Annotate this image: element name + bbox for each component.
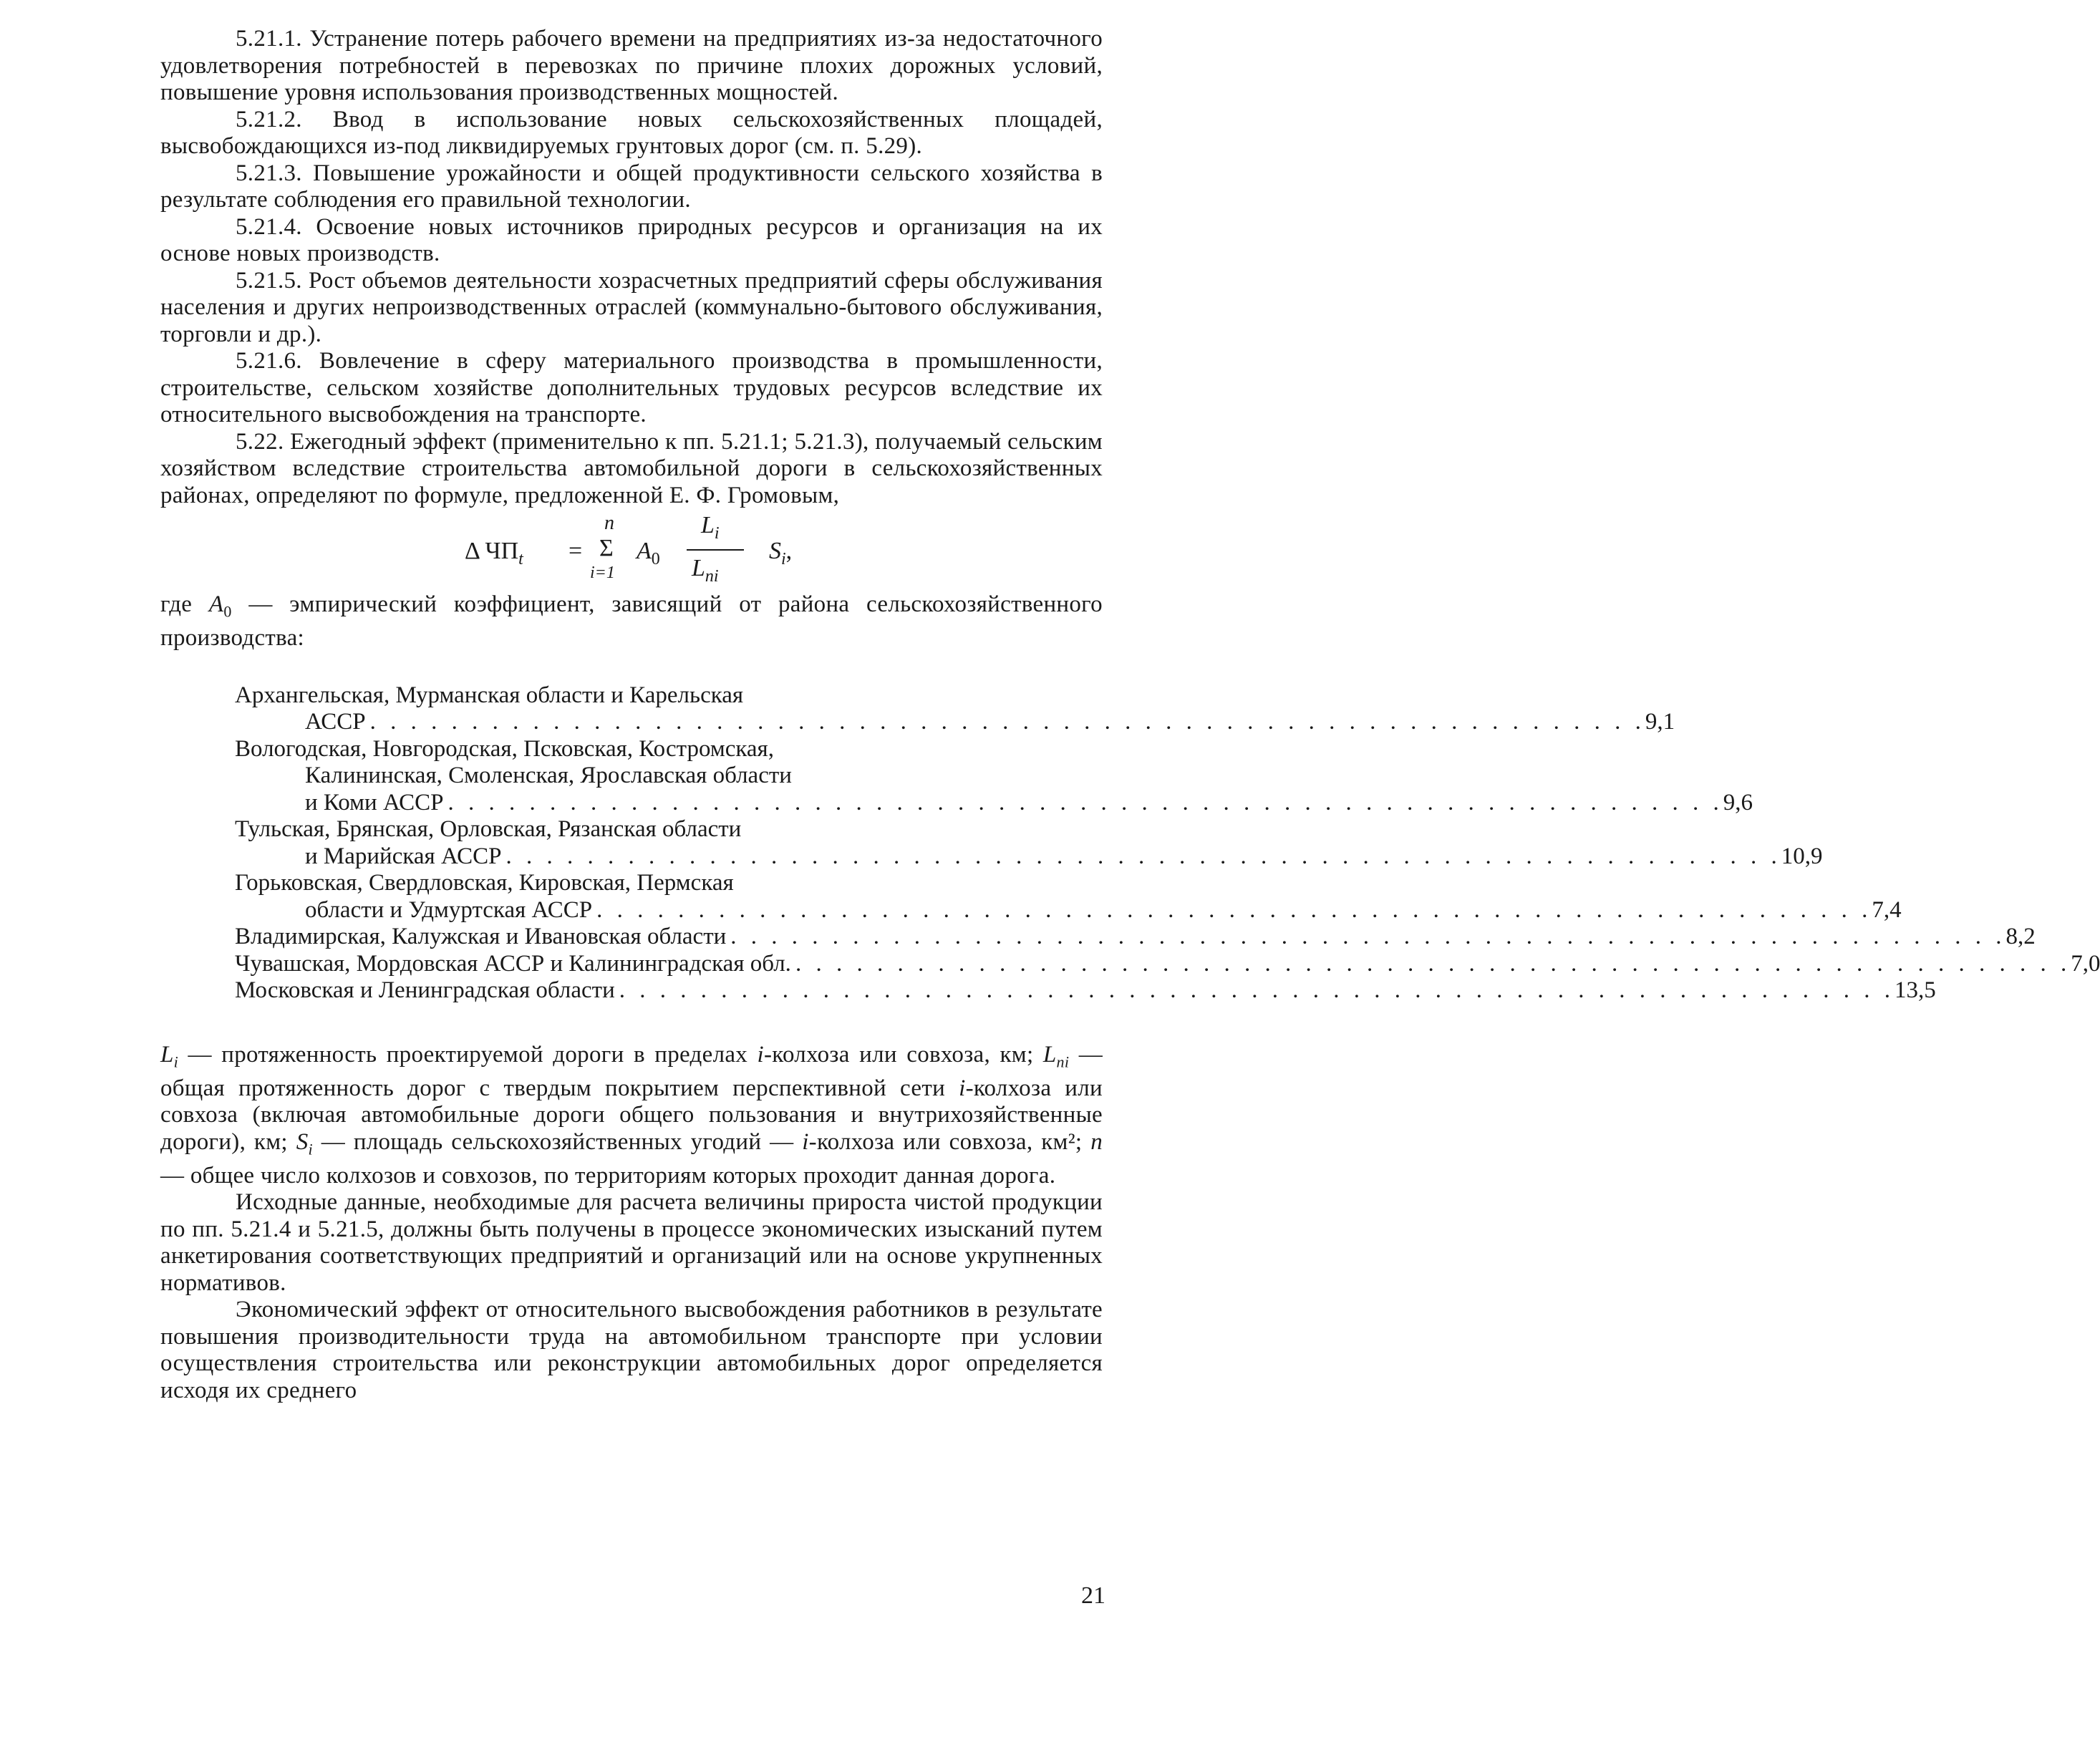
def-lni-sub: ni bbox=[1056, 1053, 1070, 1071]
def-text: — общее число колхозов и совхозов, по территориям которых проходит данная дорога. bbox=[160, 1162, 1056, 1189]
definitions-paragraph bbox=[160, 1042, 1103, 1190]
formula-s: S bbox=[769, 538, 781, 564]
coefficient-region-line: Вологодская, Новгородская, Псковская, Костромская, bbox=[235, 735, 774, 762]
formula bbox=[160, 509, 1103, 591]
coefficient-region-last: Чувашская, Мордовская АССР и Калининградская обл. bbox=[235, 950, 791, 977]
coefficient-value: 8,2 bbox=[2005, 924, 2036, 950]
coefficient-value: 7,4 bbox=[1872, 896, 1902, 923]
coefficient-region-last: Московская и Ленинградская области bbox=[235, 977, 615, 1004]
coefficient-value: 10,9 bbox=[1781, 843, 1823, 869]
coefficient-region-line: Архангельская, Мурманская области и Карельская bbox=[235, 682, 744, 708]
coefficient-region-line: Калининская, Смоленская, Ярославская области bbox=[305, 763, 792, 789]
def-text: — площадь сельскохозяйственных угодий — bbox=[312, 1128, 803, 1155]
coefficient-value: 9,6 bbox=[1723, 789, 1753, 816]
paragraph-5-22: 5.22. Ежегодный эффект (применительно к пп. 5.21.1; 5.21.3), получаемый сельским хозяйством вследствие строительства автомобильной дороги в сельскохозяйственных районах, определяют по формуле, предложенной Е. Ф. Громовым, bbox=[160, 428, 1103, 508]
def-text: — общая протяженность дорог с твердым покрытием перспективной сети bbox=[160, 1041, 1103, 1101]
coefficient-value: 9,1 bbox=[1645, 709, 1675, 735]
page-number: 21 bbox=[1081, 1582, 1105, 1609]
leader-dots bbox=[730, 924, 2005, 951]
paragraph-economic-effect: Экономический эффект от относительного высвобождения работников в результате повышения производительности труда на автомобильном транспорте при условии осуществления строительства или реконструкции автомобильных дорог определяется исходя их среднего bbox=[160, 1297, 1103, 1403]
coefficient-row bbox=[235, 950, 2100, 978]
leader-dots bbox=[370, 709, 1645, 736]
def-text: -колхоза или совхоза, км; bbox=[764, 1041, 1043, 1068]
coefficient-row bbox=[235, 816, 1823, 870]
formula-sum-bottom: i=1 bbox=[590, 563, 615, 582]
formula-a0: A bbox=[637, 538, 652, 564]
def-i: i bbox=[802, 1128, 809, 1155]
def-text: — протяженность проектируемой дороги в пределах bbox=[178, 1041, 758, 1068]
formula-comma: , bbox=[785, 538, 793, 564]
where-paragraph bbox=[160, 591, 1103, 652]
coefficient-region-last: области и Удмуртская АССР bbox=[305, 896, 593, 923]
paragraph-5-21-2: 5.21.2. Ввод в использование новых сельскохозяйственных площадей, высвобождающихся из-под ликвидируемых грунтовых дорог (см. п. 5.29). bbox=[160, 106, 1103, 159]
def-i: i bbox=[959, 1075, 966, 1101]
coefficient-row bbox=[235, 735, 1753, 817]
coefficient-row bbox=[235, 682, 1675, 736]
def-li-sub: i bbox=[173, 1053, 179, 1071]
def-text: -колхоза или совхоза, км²; bbox=[808, 1128, 1091, 1155]
formula-denominator: L bbox=[692, 555, 705, 581]
coefficient-value: 7,0 bbox=[2071, 950, 2100, 977]
formula-sum-top: n bbox=[604, 512, 614, 534]
paragraph-5-21-5: 5.21.5. Рост объемов деятельности хозрасчетных предприятий сферы обслуживания населения и других непроизводственных отраслей (коммунально-бытового обслуживания, торговли и др.). bbox=[160, 267, 1103, 347]
formula-a0-sub: 0 bbox=[651, 549, 660, 568]
where-symbol: A bbox=[208, 591, 224, 617]
def-si: S bbox=[296, 1128, 309, 1155]
where-symbol-sub: 0 bbox=[223, 602, 232, 621]
paragraph-source-data: Исходные данные, необходимые для расчета величины прироста чистой продукции по пп. 5.21.4 и 5.21.5, должны быть получены в процессе экономических изысканий путем анкетирования соответствующих предприятий и организаций или на основе укрупненных нормативов. bbox=[160, 1189, 1103, 1296]
def-li: L bbox=[160, 1041, 174, 1068]
paragraph-5-21-6: 5.21.6. Вовлечение в сферу материального производства в промышленности, строительстве, сельском хозяйстве дополнительных трудовых ресурсов вследствие их относительного высвобождения на транспорте. bbox=[160, 348, 1103, 427]
fraction-bar bbox=[687, 549, 744, 551]
coefficient-region-last: АССР bbox=[305, 709, 366, 735]
def-n: n bbox=[1090, 1128, 1103, 1155]
def-i: i bbox=[757, 1041, 764, 1068]
coefficient-row bbox=[235, 870, 1902, 924]
formula-numerator: L bbox=[701, 512, 715, 538]
coefficient-row bbox=[235, 924, 2036, 951]
coefficient-value: 13,5 bbox=[1894, 977, 1936, 1004]
paragraph-5-21-3: 5.21.3. Повышение урожайности и общей продуктивности сельского хозяйства в результате соблюдения его правильной технологии. bbox=[160, 160, 1103, 213]
def-si-sub: i bbox=[308, 1140, 313, 1158]
coefficient-region-last: Владимирская, Калужская и Ивановская области bbox=[235, 924, 727, 950]
coefficient-region-last: и Коми АССР bbox=[305, 789, 444, 816]
formula-equals: = bbox=[568, 538, 583, 564]
paragraph-5-21-4: 5.21.4. Освоение новых источников природных ресурсов и организация на их основе новых производств. bbox=[160, 213, 1103, 266]
leader-dots bbox=[795, 951, 2071, 978]
paragraph-5-21-1: 5.21.1. Устранение потерь рабочего времени на предприятиях из-за недостаточного удовлетворения потребностей в перевозках по причине плохих дорожных условий, повышение уровня использования производственных мощностей. bbox=[160, 26, 1103, 105]
def-text: -колхоза или совхоза (включая автомобильные дороги общего пользования и внутрихозяйственные дороги), км; bbox=[160, 1075, 1103, 1155]
formula-s-sub: i bbox=[781, 549, 786, 568]
where-rest: — эмпирический коэффициент, зависящий от района сельскохозяйственного производства: bbox=[160, 591, 1103, 652]
leader-dots bbox=[596, 897, 1872, 924]
leader-dots bbox=[506, 843, 1781, 871]
formula-sum-sign: Σ bbox=[599, 535, 614, 561]
coefficient-row bbox=[235, 977, 1936, 1005]
formula-lhs: Δ ЧП bbox=[465, 538, 519, 564]
formula-numerator-sub: i bbox=[714, 523, 720, 543]
coefficient-region-line: Тульская, Брянская, Орловская, Рязанская области bbox=[235, 816, 742, 843]
formula-lhs-sub: t bbox=[518, 549, 523, 568]
def-lni: L bbox=[1042, 1041, 1057, 1068]
leader-dots bbox=[619, 977, 1895, 1005]
where-lead: где bbox=[160, 591, 193, 617]
coefficient-table bbox=[235, 682, 2100, 1005]
coefficient-region-last: и Марийская АССР bbox=[305, 843, 502, 869]
leader-dots bbox=[448, 790, 1723, 817]
coefficient-region-line: Горьковская, Свердловская, Кировская, Пермская bbox=[235, 870, 734, 896]
formula-denominator-sub: ni bbox=[705, 566, 719, 586]
